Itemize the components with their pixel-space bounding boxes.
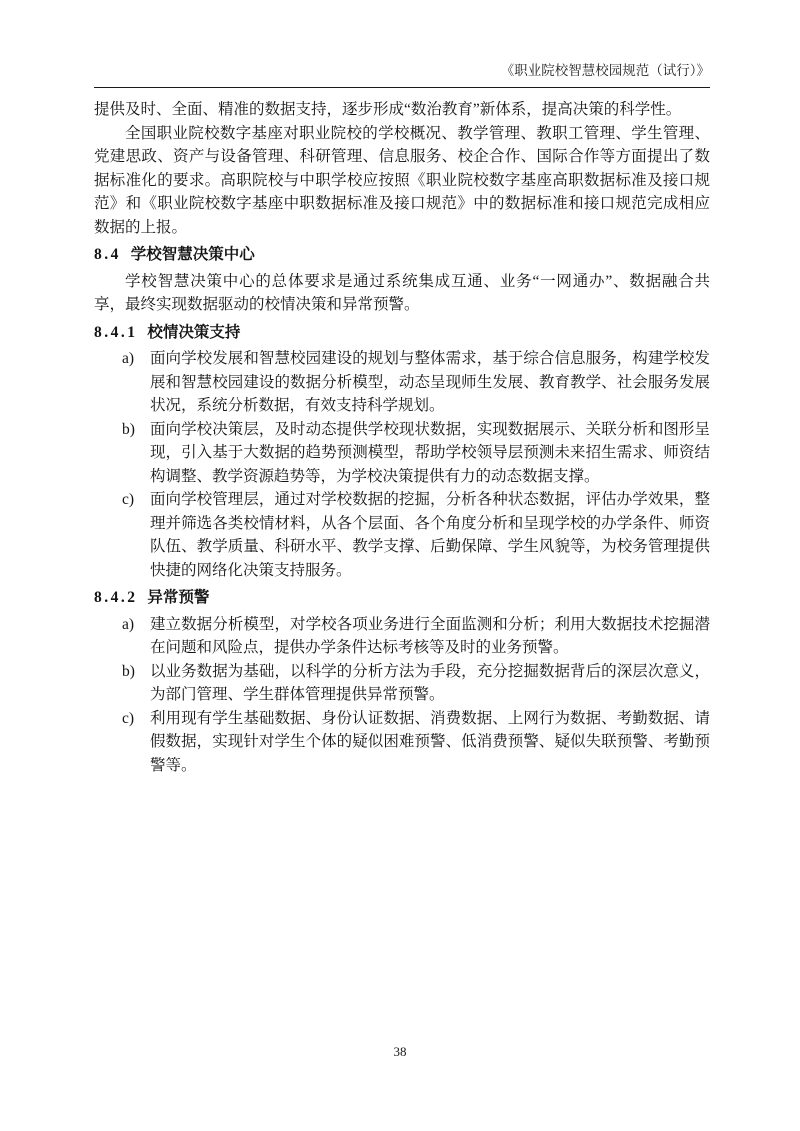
list-marker: a) <box>122 615 135 633</box>
list-item-text: 以业务数据为基础，以科学的分析方法为手段，充分挖掘数据背后的深层次意义，为部门管理、学生群体管理提供异常预警。 <box>150 662 710 703</box>
list-item-text: 建立数据分析模型，对学校各项业务进行全面监测和分析；利用大数据技术挖掘潜在问题和风险点，提供办学条件达标考核等及时的业务预警。 <box>150 615 710 656</box>
list-marker: a) <box>122 350 135 367</box>
section-heading-8-4-2 <box>94 586 710 610</box>
list-item <box>94 707 710 778</box>
section-heading-8-4 <box>94 243 710 267</box>
list-marker: b) <box>122 662 135 680</box>
paragraph-data-standards: 全国职业院校数字基座对职业院校的学校概况、教学管理、教职工管理、学生管理、党建思政、资产与设备管理、科研管理、信息服务、校企合作、国际合作等方面提出了数据标准化的要求。高职院校与中职学校应按照《职业院校数字基座高职数据标准及接口规范》和《职业院校数字基座中职数据标准及接口规范》中的数据标准和接口规范完成相应数据的上报。 <box>94 124 710 236</box>
list-8-4-2 <box>94 613 710 778</box>
section-title: 学校智慧决策中心 <box>130 246 255 263</box>
page-header <box>94 62 710 88</box>
list-item <box>94 613 710 660</box>
list-item-text: 面向学校管理层，通过对学校数据的挖掘，分析各种状态数据，评估办学效果，整理并筛选各类校情材料，从各个层面、各个角度分析和呈现学校的办学条件、师资队伍、教学质量、科研水平、教学支撑、后勤保障、学生风貌等，为校务管理提供快捷的网络化决策支持服务。 <box>150 491 710 579</box>
page-content <box>94 98 710 777</box>
section-title: 异常预警 <box>147 589 210 606</box>
list-marker: c) <box>122 709 135 727</box>
list-item-text: 利用现有学生基础数据、身份认证数据、消费数据、上网行为数据、考勤数据、请假数据，实现针对学生个体的疑似困难预警、低消费预警、疑似失联预警、考勤预警等。 <box>150 709 710 774</box>
section-number: 8.4 <box>94 246 121 263</box>
list-item-text: 面向学校发展和智慧校园建设的规划与整体需求，基于综合信息服务，构建学校发展和智慧校园建设的数据分析模型，动态呈现师生发展、教育教学、社会服务发展状况，系统分析数据，有效支持科学规划。 <box>150 350 710 414</box>
list-marker: b) <box>122 420 135 438</box>
section-heading-8-4-1 <box>94 321 710 345</box>
running-header-title: 《职业院校智慧校园规范（试行）》 <box>500 63 710 78</box>
paragraph-continuation: 提供及时、全面、精准的数据支持，逐步形成“数治教育”新体系，提高决策的科学性。 <box>94 101 682 118</box>
list-item <box>94 418 710 489</box>
paragraph-section-8-4-intro: 学校智慧决策中心的总体要求是通过系统集成互通、业务“一网通办”、数据融合共享，最终实现数据驱动的校情决策和异常预警。 <box>94 272 710 313</box>
page-number: 38 <box>393 1044 407 1059</box>
list-marker: c) <box>122 491 135 508</box>
list-item <box>94 660 710 707</box>
section-title: 校情决策支持 <box>147 323 241 341</box>
list-item-text: 面向学校决策层，及时动态提供学校现状数据，实现数据展示、关联分析和图形呈现，引入基于大数据的趋势预测模型，帮助学校领导层预测未来招生需求、师资结构调整、教学资源趋势等，为学校决策提供有力的动态数据支撑。 <box>150 420 710 485</box>
section-number: 8.4.1 <box>94 323 138 341</box>
list-8-4-1 <box>94 347 710 582</box>
list-item <box>94 488 710 582</box>
page-footer <box>0 1044 800 1060</box>
list-item <box>94 347 710 418</box>
section-number: 8.4.2 <box>94 589 138 606</box>
